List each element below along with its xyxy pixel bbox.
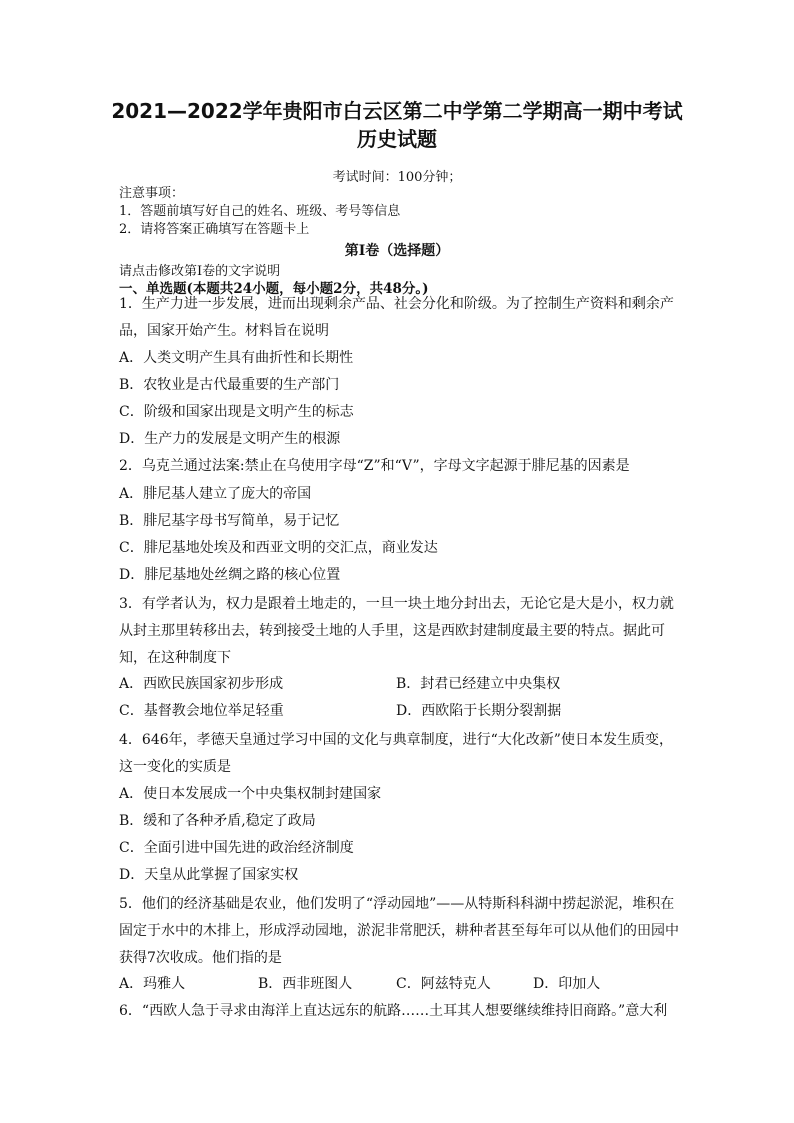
notice-item: 1．答题前填写好自己的姓名、班级、考号等信息 (119, 204, 401, 219)
question-4-option-b: B．缓和了各种矛盾,稳定了政局 (119, 813, 316, 829)
notice-heading: 注意事项： (119, 186, 185, 201)
question-4-option-d: D．天皇从此掌握了国家实权 (119, 867, 299, 883)
question-1-option-b: B．农牧业是古代最重要的生产部门 (119, 377, 340, 393)
section-heading: 一、单选题(本题共24小题，每小题2分，共48分。) (119, 281, 429, 297)
question-3-stem: 3．有学者认为，权力是跟着土地走的，一旦一块土地分封出去，无论它是大是小，权力就从封主那里转移出去，转到接受土地的人手里，这是西欧封建制度最主要的特点。据此可知，在这种制度下 (119, 596, 674, 666)
question-5-option-d: D．印加人 (533, 976, 601, 992)
exam-title-line1: 2021—2022学年贵阳市白云区第二中学第二学期高一期中考试 (111, 99, 683, 123)
question-5-stem: 5．他们的经济基础是农业，他们发明了“浮动园地”——从特斯科科湖中捞起淤泥，堆积在固定于水中的木排上，形成浮动园地，淤泥非常肥沃，耕种者甚至每年可以从他们的田园中获得7次收成。他们指的是 (119, 896, 679, 966)
exam-title-line2: 历史试题 (357, 127, 437, 151)
question-2-option-c: C．腓尼基地处埃及和西亚文明的交汇点，商业发达 (119, 540, 438, 556)
question-6-stem: 6．“西欧人急于寻求由海洋上直达远东的航路……土耳其人想要继续维持旧商路。”意大利 (119, 1003, 668, 1019)
question-4-option-c: C．全面引进中国先进的政治经济制度 (119, 840, 354, 856)
question-4-stem: 4．646年，孝德天皇通过学习中国的文化与典章制度，进行“大化改新”使日本发生质变，这一变化的实质是 (119, 732, 673, 775)
question-4-option-a: A．使日本发展成一个中央集权制封建国家 (119, 786, 382, 802)
exam-time: 考试时间：100分钟； (332, 170, 462, 185)
part-title: 第Ⅰ卷（选择题） (344, 243, 450, 259)
question-5-option-b: B．西非班图人 (258, 976, 353, 992)
question-2-stem: 2．乌克兰通过法案:禁止在乌使用字母“Z”和“V”，字母文字起源于腓尼基的因素是 (119, 458, 630, 474)
question-3-option-d: D．西欧陷于长期分裂割据 (396, 703, 562, 719)
question-2-option-a: A．腓尼基人建立了庞大的帝国 (119, 486, 312, 502)
question-3-option-b: B．封君已经建立中央集权 (396, 676, 561, 692)
question-2-option-b: B．腓尼基字母书写简单，易于记忆 (119, 513, 340, 529)
question-1-option-c: C．阶级和国家出现是文明产生的标志 (119, 404, 354, 420)
question-1-stem: 1．生产力进一步发展，进而出现剩余产品、社会分化和阶级。为了控制生产资料和剩余产品，国家开始产生。材料旨在说明 (119, 296, 674, 339)
notice-item: 2．请将答案正确填写在答题卡上 (119, 222, 310, 237)
part-description: 请点击修改第I卷的文字说明 (119, 264, 281, 279)
question-3-option-a: A．西欧民族国家初步形成 (119, 676, 284, 692)
question-3-option-c: C．基督教会地位举足轻重 (119, 703, 284, 719)
question-2-option-d: D．腓尼基地处丝绸之路的核心位置 (119, 567, 341, 583)
question-5-option-c: C．阿兹特克人 (396, 976, 491, 992)
question-5-option-a: A．玛雅人 (119, 976, 186, 992)
question-1-option-d: D．生产力的发展是文明产生的根源 (119, 431, 341, 447)
question-1-option-a: A．人类文明产生具有曲折性和长期性 (119, 350, 354, 366)
